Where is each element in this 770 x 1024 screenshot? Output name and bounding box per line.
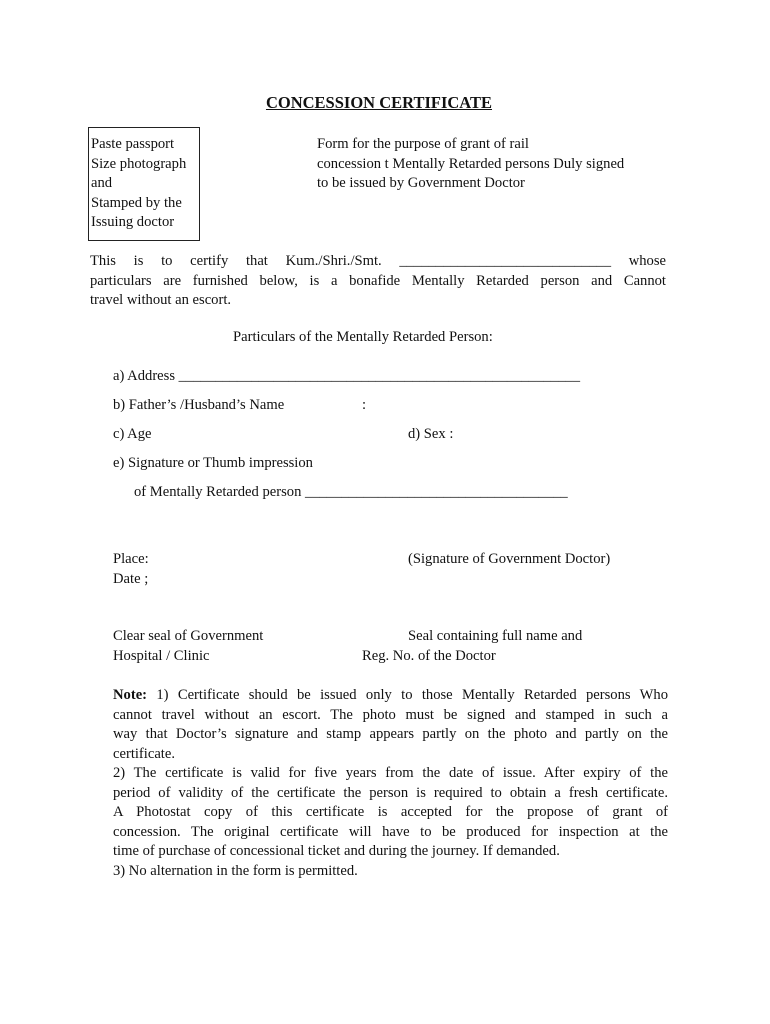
note-line: cannot travel without an escort. The photo must be signed and stamped in such a (113, 706, 668, 723)
note-line: 3) No alternation in the form is permitted. (113, 862, 358, 879)
photo-box-line: Paste passport (91, 136, 175, 152)
government-seal-label: Clear seal of Government (113, 628, 264, 644)
doctor-signature-label: (Signature of Government Doctor) (408, 551, 611, 567)
photo-placeholder-box (88, 127, 200, 241)
government-seal-label-2: Hospital / Clinic (113, 648, 210, 664)
certify-line: particulars are furnished below, is a bonafide Mentally Retarded person and Cannot (90, 272, 666, 289)
form-purpose-line: to be issued by Government Doctor (317, 175, 525, 191)
father-husband-name-label: b) Father’s /Husband’s Name (113, 397, 285, 413)
place-label: Place: (113, 551, 149, 567)
page-title: CONCESSION CERTIFICATE (265, 93, 493, 112)
signature-thumb-line: of Mentally Retarded person ____________________________________ (134, 484, 568, 500)
photo-box-line: Issuing doctor (91, 214, 175, 230)
form-purpose-text (317, 135, 677, 194)
photo-box-line: and (91, 175, 113, 191)
address-field: a) Address _______________________________________________________ (113, 368, 580, 384)
note-line: certificate. (113, 745, 175, 762)
photo-box-line: Size photograph (91, 155, 187, 172)
signature-thumb-label: e) Signature or Thumb impression (113, 455, 313, 471)
note-line: time of purchase of concessional ticket and during the journey. If demanded. (113, 843, 560, 859)
note-label: Note: (113, 687, 148, 703)
note-line: 2) The certificate is valid for five years from the date of issue. After expiry of the (113, 765, 668, 781)
form-purpose-line: concession t Mentally Retarded persons Duly signed (317, 155, 625, 172)
certify-line: This is to certify that Kum./Shri./Smt. _____________________________ whose (90, 253, 666, 269)
note-section (113, 686, 668, 881)
certify-line: travel without an escort. (90, 292, 232, 308)
note-line: concession. The original certificate will have to be produced for inspection at the (113, 823, 668, 840)
doctor-seal-label: Seal containing full name and (408, 628, 583, 644)
note-line: A Photostat copy of this certificate is accepted for the propose of grant of (113, 804, 668, 820)
certification-paragraph (90, 252, 666, 311)
doctor-reg-no-label: Reg. No. of the Doctor (362, 648, 496, 664)
form-purpose-line: Form for the purpose of grant of rail (317, 136, 529, 152)
father-husband-name-colon: : (362, 397, 367, 413)
particulars-heading: Particulars of the Mentally Retarded Person: (233, 329, 493, 345)
note-line: period of validity of the certificate the person is required to obtain a fresh certificate. (113, 784, 668, 801)
age-label: c) Age (113, 426, 152, 442)
date-label: Date ; (113, 571, 149, 587)
note-line: way that Doctor’s signature and stamp appears partly on the photo and partly on the (113, 726, 668, 742)
photo-box-line: Stamped by the (91, 194, 182, 211)
sex-label: d) Sex : (408, 426, 454, 442)
note-text: 1) Certificate should be issued only to those Mentally Retarded persons Who (147, 687, 668, 703)
note-line-1 (113, 686, 668, 706)
